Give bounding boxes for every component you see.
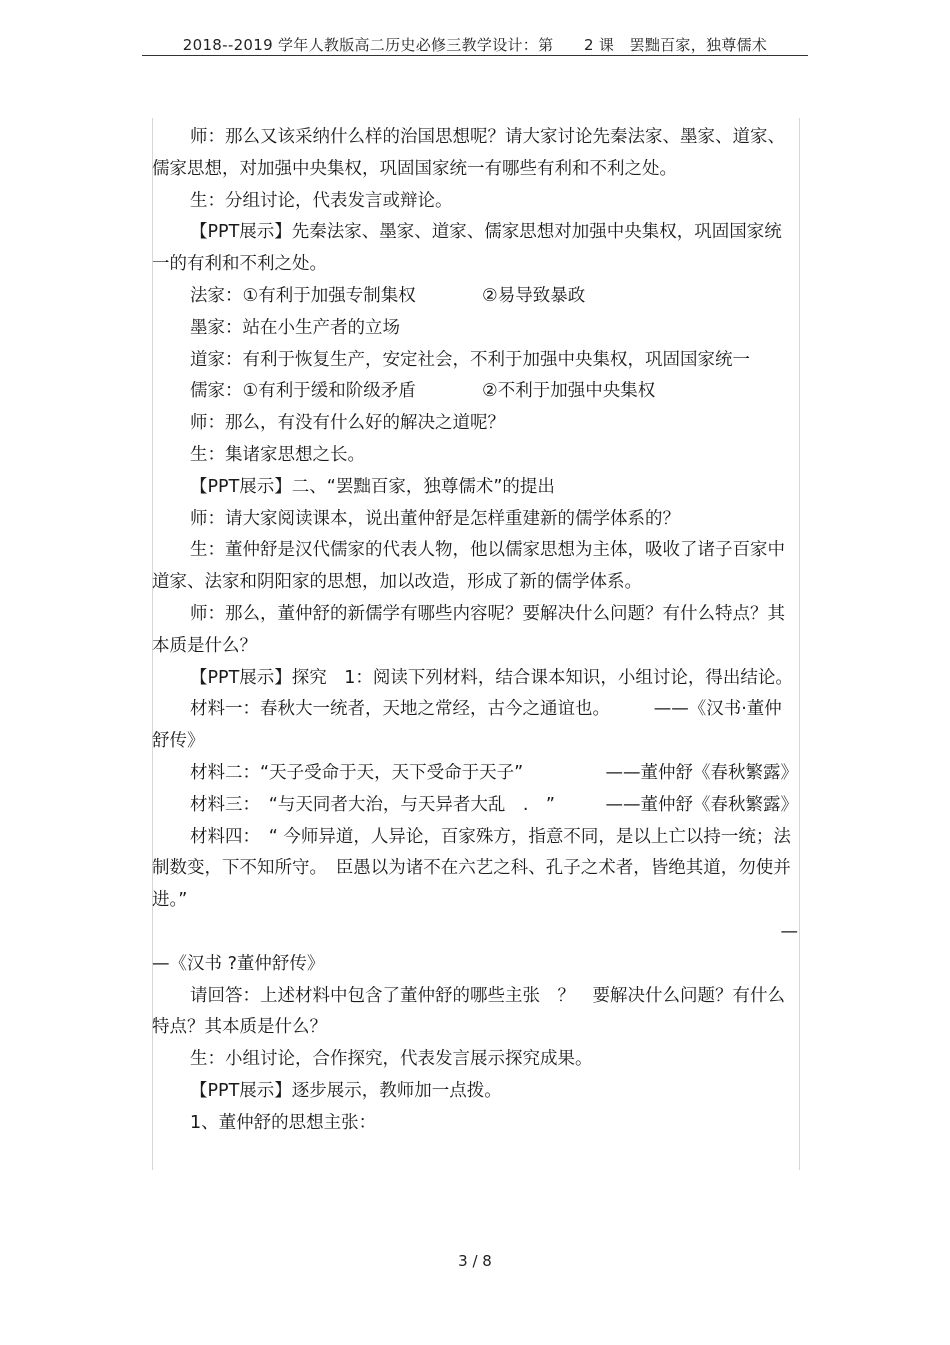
material-two <box>152 758 798 790</box>
school-legalist <box>152 281 798 313</box>
page-number: 3 / 8 <box>458 1252 492 1270</box>
dialogue-line: 师：请大家阅读课本，说出董仲舒是怎样重建新的儒学体系的？ <box>190 508 680 529</box>
material-one: 材料一：春秋大一统者，天地之常经，古今之通谊也。 ——《汉书·董仲舒传》 <box>152 699 782 752</box>
closing-question: 请回答：上述材料中包含了董仲舒的哪些主张 ？ 要解决什么问题？有什么特点？其本质是什么？ <box>152 985 785 1038</box>
dialogue-line: 生：集诸家思想之长。 <box>190 444 365 465</box>
material-two-attribution: ——董仲舒《春秋繁露》 <box>605 762 798 783</box>
school-confucian <box>152 376 798 408</box>
material-three-quote: 材料三： “与天同者大治，与天异者大乱 . ” <box>190 794 555 815</box>
paragraph-teacher-question: 师：那么又该采纳什么样的治国思想呢？请大家讨论先秦法家、墨家、道家、儒家思想，对加强中央集权，巩固国家统一有哪些有利和不利之处。 <box>152 127 785 179</box>
paragraph-ppt-schools: 【PPT展示】先秦法家、墨家、道家、儒家思想对加强中央集权，巩固国家统一的有利和不利之处。 <box>152 222 782 275</box>
closing-ppt: 【PPT展示】逐步展示，教师加一点拨。 <box>190 1080 502 1101</box>
material-four-attribution: —《汉书 ?董仲舒传》 <box>152 953 325 974</box>
material-four: 材料四： “ 今师异道，人异论，百家殊方，指意不同，是以上亡以持一统；法制数变，下不知所守。 臣愚以为诸不在六艺之科、孔子之术者，皆绝其道，勿使并进。” <box>152 826 791 911</box>
material-three <box>152 790 798 822</box>
dialogue-line: 师：那么，有没有什么好的解决之道呢？ <box>190 413 505 434</box>
header-rule <box>142 55 808 56</box>
paragraph-student-discussion: 生：分组讨论，代表发言或辩论。 <box>190 190 453 211</box>
lesson-body <box>152 122 798 1140</box>
closing-student: 生：小组讨论，合作探究，代表发言展示探究成果。 <box>190 1049 593 1070</box>
material-three-attribution: ——董仲舒《春秋繁露》 <box>605 794 798 815</box>
dialogue-ppt-heading: 【PPT展示】二、“罢黜百家，独尊儒术”的提出 <box>190 476 555 497</box>
legalist-advantage: 法家：①有利于加强专制集权 <box>190 285 416 306</box>
material-four-dash: — <box>780 921 798 942</box>
closing-heading: 1、董仲舒的思想主张： <box>190 1112 377 1133</box>
dialogue-line: 生：董仲舒是汉代儒家的代表人物，他以儒家思想为主体，吸收了诸子百家中道家、法家和阴阳家的思想，加以改造，形成了新的儒学体系。 <box>152 540 785 593</box>
dialogue-ppt-inquiry: 【PPT展示】探究 1：阅读下列材料，结合课本知识，小组讨论，得出结论。 <box>190 667 793 688</box>
confucian-advantage: 儒家：①有利于缓和阶级矛盾 <box>190 381 416 402</box>
confucian-disadvantage: ②不利于加强中央集权 <box>482 381 656 402</box>
dialogue-line: 师：那么，董仲舒的新儒学有哪些内容呢？要解决什么问题？有什么特点？其本质是什么？ <box>152 603 785 656</box>
school-mohist: 墨家：站在小生产者的立场 <box>190 317 400 338</box>
header-title: 2018--2019 学年人教版高二历史必修三教学设计：第 2 课 罢黜百家，独尊儒术 <box>182 36 768 54</box>
material-two-quote: 材料二：“天子受命于天，天下受命于天子” <box>190 762 524 783</box>
school-daoist: 道家：有利于恢复生产，安定社会，不利于加强中央集权，巩固国家统一 <box>190 349 750 370</box>
legalist-disadvantage: ②易导致暴政 <box>482 285 586 306</box>
